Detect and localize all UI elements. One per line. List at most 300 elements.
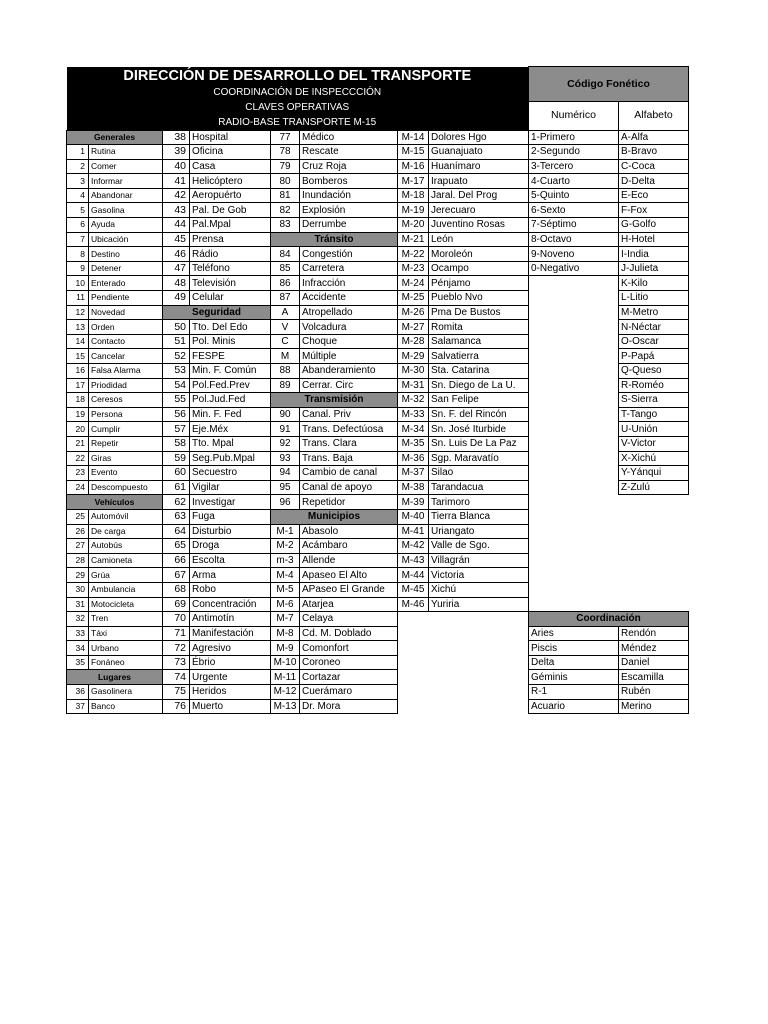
general-label: Giras [89, 451, 163, 466]
alphabet-code: D-Delta [619, 174, 689, 189]
table-row [67, 364, 689, 379]
empty-cell [529, 509, 689, 524]
table-row [67, 670, 689, 685]
table-row [67, 422, 689, 437]
places-agencies-label: Agresivo [190, 641, 271, 656]
places-agencies-code: 68 [163, 582, 190, 597]
general-code: 36 [67, 685, 89, 700]
general-code: 10 [67, 276, 89, 291]
municipality-label: Salamanca [429, 334, 529, 349]
events-label: Canal. Priv [300, 407, 398, 422]
document-title: DIRECCIÓN DE DESARROLLO DEL TRANSPORTE [123, 67, 472, 84]
general-label: Ceresos [89, 393, 163, 408]
general-label: Automóvil [89, 509, 163, 524]
municipality-label: Valle de Sgo. [429, 539, 529, 554]
empty-cell [398, 670, 529, 685]
table-row [67, 553, 689, 568]
general-label: Grúa [89, 568, 163, 583]
events-code: M-8 [271, 626, 300, 641]
empty-cell [529, 364, 619, 379]
municipality-code: M-32 [398, 393, 429, 408]
events-label: Cuerámaro [300, 685, 398, 700]
table-row [67, 349, 689, 364]
table-row [67, 305, 689, 320]
events-code: 81 [271, 188, 300, 203]
events-code: V [271, 320, 300, 335]
table-row [67, 247, 689, 262]
places-agencies-code: 56 [163, 407, 190, 422]
places-agencies-label: Pol.Jud.Fed [190, 393, 271, 408]
places-agencies-label: Urgente [190, 670, 271, 685]
alphabet-code: C-Coca [619, 159, 689, 174]
events-label: Atarjea [300, 597, 398, 612]
municipality-code: M-28 [398, 334, 429, 349]
events-label: Derrumbe [300, 218, 398, 233]
municipality-code: M-31 [398, 378, 429, 393]
events-label: Múltiple [300, 349, 398, 364]
municipality-label: Xichú [429, 582, 529, 597]
empty-cell [398, 655, 529, 670]
places-agencies-code: 71 [163, 626, 190, 641]
municipality-label: Jaral. Del Prog [429, 188, 529, 203]
municipality-label: Juventino Rosas [429, 218, 529, 233]
events-code: M-11 [271, 670, 300, 685]
places-agencies-label: Rádio [190, 247, 271, 262]
events-code: 84 [271, 247, 300, 262]
header-subtitle-1: COORDINACIÓN DE INSPECCCIÓN [213, 86, 382, 98]
alphabet-code: T-Tango [619, 407, 689, 422]
general-label: Repetir [89, 436, 163, 451]
places-agencies-code: 52 [163, 349, 190, 364]
table-row [67, 451, 689, 466]
events-code: 92 [271, 436, 300, 451]
codes-table [66, 66, 689, 714]
coordination-name: Rendón [619, 626, 689, 641]
numeric-code: 5-Quinto [529, 188, 619, 203]
table-row [67, 334, 689, 349]
section-header-events: Tránsito [271, 232, 398, 247]
table-row [67, 276, 689, 291]
places-agencies-code: 74 [163, 670, 190, 685]
events-code: M-13 [271, 699, 300, 714]
table-row [67, 159, 689, 174]
municipality-label: Villagrán [429, 553, 529, 568]
places-agencies-code: 43 [163, 203, 190, 218]
table-row [67, 145, 689, 160]
general-label: Urbano [89, 641, 163, 656]
events-label: Bomberos [300, 174, 398, 189]
general-code: 2 [67, 159, 89, 174]
municipality-label: Sn. F. del Rincón [429, 407, 529, 422]
general-label: Informar [89, 174, 163, 189]
general-label: Pendiente [89, 291, 163, 306]
coordination-sign: Piscis [529, 641, 619, 656]
events-code: 85 [271, 261, 300, 276]
claves-operativas-sheet [66, 66, 689, 714]
municipality-label: Guanajuato [429, 145, 529, 160]
places-agencies-label: Min. F. Común [190, 364, 271, 379]
empty-cell [529, 291, 619, 306]
municipality-code: M-22 [398, 247, 429, 262]
places-agencies-code: 75 [163, 685, 190, 700]
table-row [67, 130, 689, 145]
places-agencies-label: Vigilar [190, 480, 271, 495]
events-code: M-4 [271, 568, 300, 583]
events-label: Comonfort [300, 641, 398, 656]
empty-cell [529, 582, 689, 597]
events-code: 96 [271, 495, 300, 510]
events-label: Cambio de canal [300, 466, 398, 481]
general-code: 35 [67, 655, 89, 670]
numeric-code: 0-Negativo [529, 261, 619, 276]
coordination-name: Rubén [619, 685, 689, 700]
events-label: Cd. M. Doblado [300, 626, 398, 641]
coordination-sign: Géminis [529, 670, 619, 685]
places-agencies-label: Teléfono [190, 261, 271, 276]
general-code: 16 [67, 364, 89, 379]
alphabet-code: A-Alfa [619, 130, 689, 145]
general-code: 9 [67, 261, 89, 276]
municipality-label: Tarimoro [429, 495, 529, 510]
table-row [67, 466, 689, 481]
places-agencies-label: Investigar [190, 495, 271, 510]
general-code: 19 [67, 407, 89, 422]
events-label: Médico [300, 130, 398, 145]
municipality-code: M-33 [398, 407, 429, 422]
numeric-code: 8-Octavo [529, 232, 619, 247]
events-label: Cortazar [300, 670, 398, 685]
municipality-code: M-29 [398, 349, 429, 364]
empty-cell [529, 305, 619, 320]
municipality-code: M-26 [398, 305, 429, 320]
municipality-code: M-18 [398, 188, 429, 203]
places-agencies-code: 58 [163, 436, 190, 451]
alphabet-code: S-Sierra [619, 393, 689, 408]
general-code: 5 [67, 203, 89, 218]
alphabet-code: E-Eco [619, 188, 689, 203]
document-header [67, 67, 529, 131]
events-code: M-12 [271, 685, 300, 700]
table-row [67, 261, 689, 276]
general-code: 7 [67, 232, 89, 247]
general-code: 4 [67, 188, 89, 203]
general-code: 6 [67, 218, 89, 233]
table-row [67, 320, 689, 335]
general-code: 32 [67, 612, 89, 627]
events-code: M-2 [271, 539, 300, 554]
municipality-label: Moroleón [429, 247, 529, 262]
empty-cell [529, 539, 689, 554]
municipality-label: Uriangato [429, 524, 529, 539]
municipality-label: Pénjamo [429, 276, 529, 291]
municipality-code: M-34 [398, 422, 429, 437]
places-agencies-code: 67 [163, 568, 190, 583]
general-code: 27 [67, 539, 89, 554]
coordination-name: Méndez [619, 641, 689, 656]
places-agencies-code: 50 [163, 320, 190, 335]
general-label: Gasolinera [89, 685, 163, 700]
general-code: 22 [67, 451, 89, 466]
general-code: 33 [67, 626, 89, 641]
empty-cell [529, 378, 619, 393]
places-agencies-code: 40 [163, 159, 190, 174]
places-agencies-code: 65 [163, 539, 190, 554]
municipality-code: M-30 [398, 364, 429, 379]
places-agencies-code: 48 [163, 276, 190, 291]
table-row [67, 203, 689, 218]
events-code: 89 [271, 378, 300, 393]
events-code: M-5 [271, 582, 300, 597]
events-code: M [271, 349, 300, 364]
general-label: Falsa Alarma [89, 364, 163, 379]
numeric-code: 3-Tercero [529, 159, 619, 174]
table-row [67, 407, 689, 422]
empty-cell [398, 699, 529, 714]
general-label: Abandonar [89, 188, 163, 203]
places-agencies-label: Arma [190, 568, 271, 583]
municipality-label: San Felipe [429, 393, 529, 408]
alphabet-code: U-Unión [619, 422, 689, 437]
events-code: 77 [271, 130, 300, 145]
municipality-code: M-46 [398, 597, 429, 612]
places-agencies-label: Secuestro [190, 466, 271, 481]
events-code: 86 [271, 276, 300, 291]
places-agencies-code: 47 [163, 261, 190, 276]
general-code: 15 [67, 349, 89, 364]
table-row [67, 568, 689, 583]
general-code: 12 [67, 305, 89, 320]
places-agencies-label: Tto. Del Edo [190, 320, 271, 335]
empty-cell [398, 685, 529, 700]
numeric-code: 4-Cuarto [529, 174, 619, 189]
places-agencies-code: 49 [163, 291, 190, 306]
general-code: 30 [67, 582, 89, 597]
alphabet-code: Q-Queso [619, 364, 689, 379]
events-code: 95 [271, 480, 300, 495]
alphabet-code: N-Néctar [619, 320, 689, 335]
places-agencies-code: 73 [163, 655, 190, 670]
events-code: 88 [271, 364, 300, 379]
events-label: Volcadura [300, 320, 398, 335]
numeric-code: 6-Sexto [529, 203, 619, 218]
events-code: A [271, 305, 300, 320]
municipality-label: Jerecuaro [429, 203, 529, 218]
places-agencies-code: 62 [163, 495, 190, 510]
events-label: Trans. Baja [300, 451, 398, 466]
coordination-name: Daniel [619, 655, 689, 670]
table-row [67, 626, 689, 641]
general-code: 37 [67, 699, 89, 714]
empty-cell [529, 495, 689, 510]
empty-cell [529, 349, 619, 364]
events-label: Inundación [300, 188, 398, 203]
places-agencies-label: Escolta [190, 553, 271, 568]
municipality-code: M-44 [398, 568, 429, 583]
general-label: Motocicleta [89, 597, 163, 612]
general-label: Cancelar [89, 349, 163, 364]
places-agencies-label: Tto. Mpal [190, 436, 271, 451]
table-row [67, 509, 689, 524]
coordination-sign: Delta [529, 655, 619, 670]
places-agencies-code: 55 [163, 393, 190, 408]
section-header-general: Generales [67, 130, 163, 145]
events-code: 82 [271, 203, 300, 218]
empty-cell [398, 626, 529, 641]
events-code: 83 [271, 218, 300, 233]
general-label: Comer [89, 159, 163, 174]
municipality-label: Dolores Hgo [429, 130, 529, 145]
empty-cell [529, 553, 689, 568]
places-agencies-label: Concentración [190, 597, 271, 612]
alphabet-code: M-Metro [619, 305, 689, 320]
general-label: Tren [89, 612, 163, 627]
places-agencies-code: 45 [163, 232, 190, 247]
section-header-general: Lugares [67, 670, 163, 685]
places-agencies-code: 61 [163, 480, 190, 495]
events-label: Celaya [300, 612, 398, 627]
places-agencies-code: 76 [163, 699, 190, 714]
events-code: 79 [271, 159, 300, 174]
municipality-label: León [429, 232, 529, 247]
general-label: Descompuesto [89, 480, 163, 495]
municipality-code: M-24 [398, 276, 429, 291]
coordination-title: Coordinación [529, 612, 689, 627]
municipality-code: M-43 [398, 553, 429, 568]
general-code: 31 [67, 597, 89, 612]
events-label: Congestión [300, 247, 398, 262]
general-label: Ambulancia [89, 582, 163, 597]
alphabet-code: R-Roméo [619, 378, 689, 393]
general-code: 8 [67, 247, 89, 262]
places-agencies-label: Pol.Fed.Prev [190, 378, 271, 393]
events-code: 90 [271, 407, 300, 422]
places-agencies-label: Fuga [190, 509, 271, 524]
alphabet-code: F-Fox [619, 203, 689, 218]
municipality-code: M-21 [398, 232, 429, 247]
events-label: Apaseo El Alto [300, 568, 398, 583]
places-agencies-label: Manifestación [190, 626, 271, 641]
empty-cell [529, 334, 619, 349]
table-row [67, 582, 689, 597]
municipality-code: M-41 [398, 524, 429, 539]
general-label: Orden [89, 320, 163, 335]
events-code: M-6 [271, 597, 300, 612]
events-label: Canal de apoyo [300, 480, 398, 495]
municipality-code: M-23 [398, 261, 429, 276]
municipality-code: M-14 [398, 130, 429, 145]
places-agencies-label: Droga [190, 539, 271, 554]
table-row [67, 218, 689, 233]
municipality-code: M-35 [398, 436, 429, 451]
general-label: Persona [89, 407, 163, 422]
empty-cell [398, 612, 529, 627]
events-label: Choque [300, 334, 398, 349]
municipality-label: Ocampo [429, 261, 529, 276]
places-agencies-label: Pol. Minis [190, 334, 271, 349]
empty-cell [529, 597, 689, 612]
municipality-label: Sn. Luis De La Paz [429, 436, 529, 451]
table-row [67, 436, 689, 451]
municipality-code: M-37 [398, 466, 429, 481]
table-row [67, 539, 689, 554]
general-code: 20 [67, 422, 89, 437]
municipality-label: Tierra Blanca [429, 509, 529, 524]
events-label: Repetidor [300, 495, 398, 510]
header-subtitle-2: CLAVES OPERATIVAS [245, 101, 350, 113]
general-label: Novedad [89, 305, 163, 320]
coordination-sign: R-1 [529, 685, 619, 700]
events-label: Cruz Roja [300, 159, 398, 174]
table-row [67, 291, 689, 306]
phonetic-code-title: Código Fonético [529, 67, 689, 102]
numeric-code: 7-Séptimo [529, 218, 619, 233]
general-code: 26 [67, 524, 89, 539]
places-agencies-label: Heridos [190, 685, 271, 700]
empty-cell [529, 466, 619, 481]
places-agencies-label: Televisión [190, 276, 271, 291]
events-label: Trans. Clara [300, 436, 398, 451]
coordination-name: Merino [619, 699, 689, 714]
places-agencies-code: 64 [163, 524, 190, 539]
municipality-label: Sta. Catarina [429, 364, 529, 379]
table-row [67, 655, 689, 670]
places-agencies-label: Casa [190, 159, 271, 174]
table-row [67, 393, 689, 408]
general-code: 3 [67, 174, 89, 189]
empty-cell [529, 407, 619, 422]
general-label: Destino [89, 247, 163, 262]
municipality-code: M-17 [398, 174, 429, 189]
events-code: M-9 [271, 641, 300, 656]
places-agencies-code: 44 [163, 218, 190, 233]
table-row [67, 495, 689, 510]
empty-cell [529, 451, 619, 466]
municipality-code: M-45 [398, 582, 429, 597]
municipality-code: M-42 [398, 539, 429, 554]
municipality-label: Salvatierra [429, 349, 529, 364]
events-label: Atropellado [300, 305, 398, 320]
alphabet-code: X-Xichú [619, 451, 689, 466]
table-row [67, 188, 689, 203]
general-code: 13 [67, 320, 89, 335]
events-label: Accidente [300, 291, 398, 306]
places-agencies-code: 51 [163, 334, 190, 349]
municipality-code: M-25 [398, 291, 429, 306]
general-code: 18 [67, 393, 89, 408]
events-label: Dr. Mora [300, 699, 398, 714]
places-agencies-code: 69 [163, 597, 190, 612]
places-agencies-label: Helicóptero [190, 174, 271, 189]
municipality-code: M-39 [398, 495, 429, 510]
empty-cell [529, 320, 619, 335]
municipality-label: Victoria [429, 568, 529, 583]
events-code: 93 [271, 451, 300, 466]
places-agencies-label: Prensa [190, 232, 271, 247]
alphabet-code: B-Bravo [619, 145, 689, 160]
general-label: Enterado [89, 276, 163, 291]
alphabet-code: K-Kilo [619, 276, 689, 291]
coordination-sign: Acuario [529, 699, 619, 714]
places-agencies-code: 66 [163, 553, 190, 568]
municipality-label: Yuriria [429, 597, 529, 612]
places-agencies-code: 59 [163, 451, 190, 466]
municipality-code: M-19 [398, 203, 429, 218]
alphabet-code: G-Golfo [619, 218, 689, 233]
places-agencies-label: Pal. De Gob [190, 203, 271, 218]
events-code: 78 [271, 145, 300, 160]
places-agencies-code: 38 [163, 130, 190, 145]
general-code: 17 [67, 378, 89, 393]
